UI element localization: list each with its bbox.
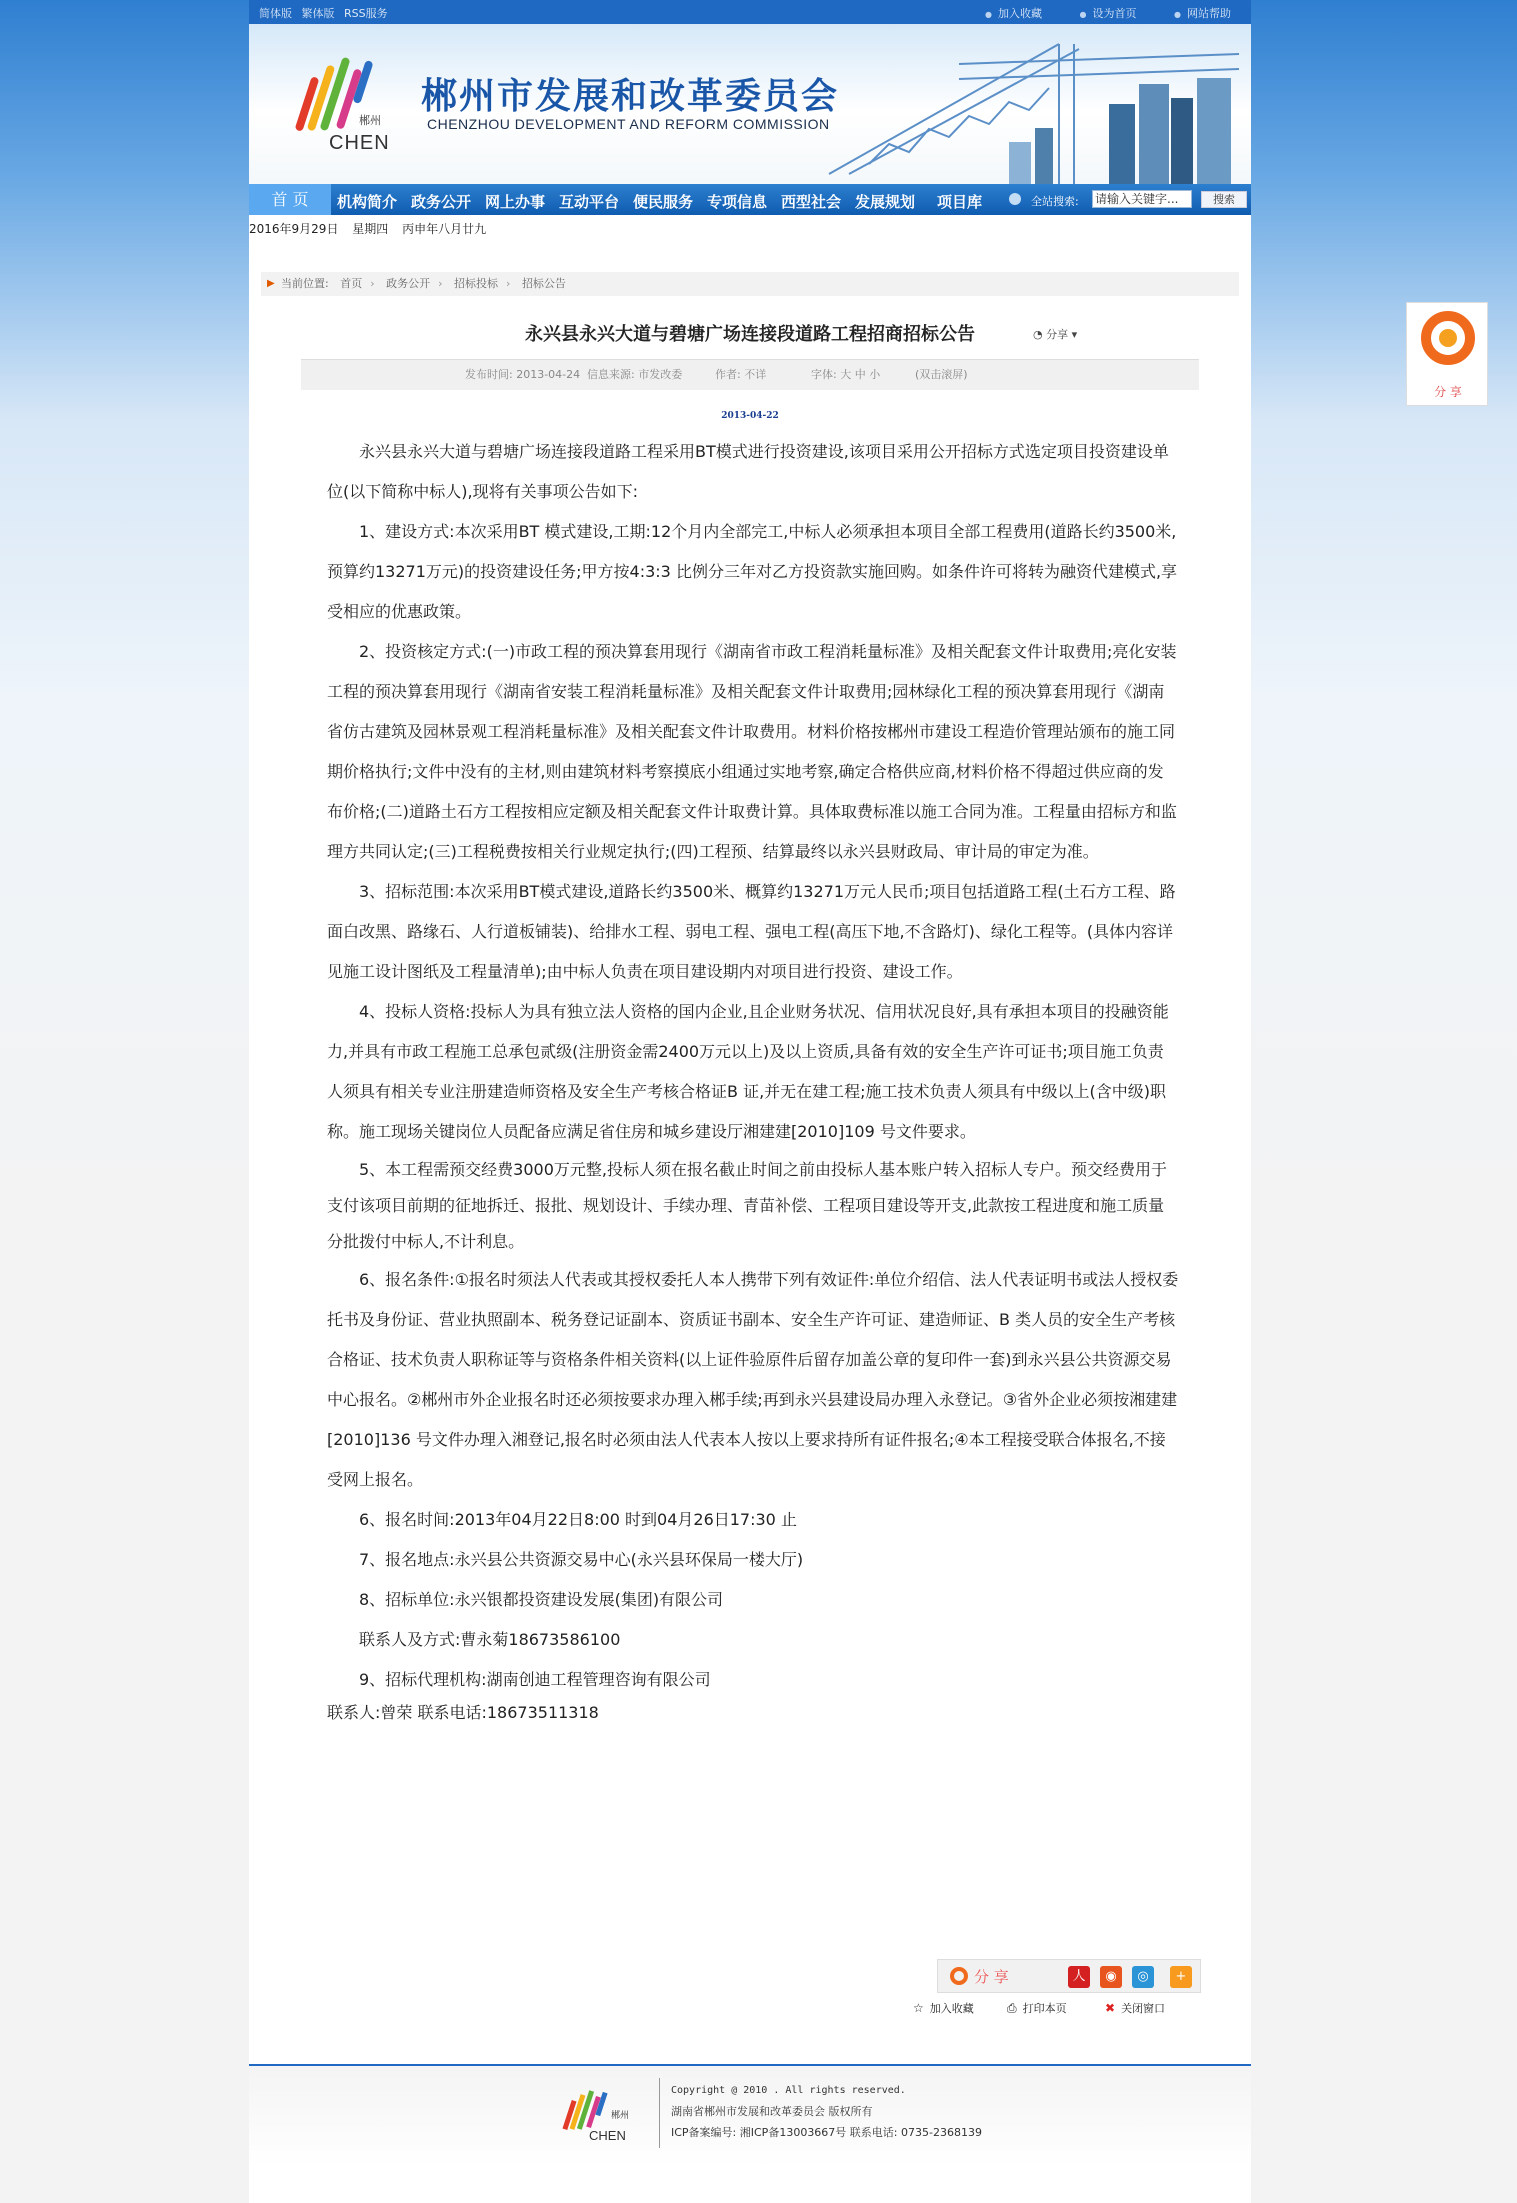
paragraph: 2、投资核定方式:(一)市政工程的预决算套用现行《湖南省市政工程消耗量标准》及相关配套文件计取费用;亮化安装工程的预决算套用现行《湖南省安装工程消耗量标准》及相关配套文件计取费用;园林绿化工程的预决算套用现行《湖南省仿古建筑及园林景观工程消耗量标准》及相关配套文件计取费用。材料价格按郴州市建设工程造价管理站颁布的施工同期价格执行;文件中没有的主材,则由建筑材料考察摸底小组通过实地考察,确定合格供应商,材料价格不得超过供应商的发布价格;(二)道路土石方工程按相应定额及相关配套文件计取费计算。具体取费标准以施工合同为准。工程量由招标方和监理方共同认定;(三)工程税费按相关行业规定执行;(四)工程预、结算最终以永兴县财政局、审计局的审定为准。 [327, 642, 1177, 861]
current-date: 2016年9月29日 [249, 222, 339, 236]
dblclick-scroll[interactable]: (双击滚屏) [915, 368, 968, 381]
search-label: 全站搜索: [1031, 195, 1079, 208]
paragraph: 7、报名地点:永兴县公共资源交易中心(永兴县环保局一楼大厅) [359, 1550, 804, 1569]
share-dropdown[interactable]: ◔ 分享 ▾ [1033, 328, 1078, 341]
paragraph: 9、招标代理机构:湖南创迪工程管理咨询有限公司 [359, 1670, 711, 1689]
meta-source: 信息来源: 市发改委 [587, 368, 683, 381]
floating-share-widget[interactable] [1406, 302, 1488, 406]
nav-item-plan[interactable]: 发展规划 [855, 193, 916, 211]
star-icon: ☆ [913, 2001, 924, 2015]
paragraph: 6、报名条件:①报名时须法人代表或其授权委托人本人携带下列有效证件:单位介绍信、法人代表证明书或法人授权委托书及身份证、营业执照副本、税务登记证副本、资质证书副本、安全生产许可证、建造师证、B 类人员的安全生产考核合格证、技术负责人职称证等与资格条件相关资料(以上证件验原件后留存加盖公章的复印件一套)到永兴县公共资源交易中心报名。②郴州市外企业报名时还必须按要求办理入郴手续;再到永兴县建设局办理入永登记。③省外企业必须按湘建建[2010]136 号文件办理入湘登记,报名时必须由法人代表本人按以上要求持所有证件报名;④本工程接受联合体报名,不接受网上报名。 [327, 1270, 1179, 1489]
share-logo-icon [1421, 311, 1475, 365]
footer [249, 2066, 1251, 2166]
add-favorite-link[interactable]: ● 加入收藏 [985, 7, 1042, 20]
paragraph: 5、本工程需预交经费3000万元整,投标人须在报名截止时间之前由投标人基本账户转入招标人专户。预交经费用于支付该项目前期的征地拆迁、报批、规划设计、手续办理、青苗补偿、工程项目建设等开支,此款按工程进度和施工质量分批拨付中标人,不计利息。 [327, 1160, 1167, 1251]
paragraph: 6、报名时间:2013年04月22日8:00 时到04月26日17:30 止 [359, 1510, 797, 1529]
nav-item-online[interactable]: 网上办事 [485, 193, 546, 211]
breadcrumb-gov[interactable]: 政务公开 [386, 277, 431, 290]
nav-item-projects[interactable]: 项目库 [937, 193, 983, 211]
breadcrumb-home[interactable]: 首页 [340, 277, 363, 290]
meta-author: 作者: 不详 [715, 368, 767, 381]
footer-text [671, 2080, 982, 2143]
renren-icon[interactable]: 人 [1068, 1966, 1090, 1988]
footer-org: 湖南省郴州市发展和改革委员会 版权所有 [671, 2105, 873, 2118]
paragraph: 永兴县永兴大道与碧塘广场连接段道路工程采用BT模式进行投资建设,该项目采用公开招标方式选定项目投资建设单位(以下简称中标人),现将有关事项公告如下: [327, 442, 1169, 501]
footer-icp: ICP备案编号: 湘ICP备13003667号 联系电话: 0735-2368139 [671, 2126, 982, 2139]
weibo-icon[interactable]: ◉ [1100, 1966, 1122, 1988]
share-small-icon: ◔ [1033, 328, 1043, 341]
share-logo-icon [950, 1967, 968, 1985]
article-body [327, 432, 1179, 1726]
close-icon: ✖ [1105, 2001, 1116, 2015]
site-title: 郴州市发展和改革委员会 [421, 76, 840, 117]
page-container [249, 0, 1251, 2203]
footer-logo: 郴州 CHEN [561, 2086, 641, 2146]
close-window-tool[interactable]: ✖ 关闭窗口 [1105, 2001, 1166, 2015]
floating-share-label: 分 享 [1434, 385, 1462, 399]
article-date: 2013-04-22 [721, 411, 779, 421]
article-meta [301, 359, 1199, 390]
paragraph: 联系人及方式:曹永菊18673586100 [359, 1630, 621, 1649]
site-logo[interactable]: 郴州 CHEN [289, 48, 399, 168]
breadcrumb: ▶ 当前位置: 首页 › 政务公开 › 招标投标 › 招标公告 [261, 272, 1239, 296]
paragraph: 8、招标单位:永兴银都投资建设发展(集团)有限公司 [359, 1590, 724, 1609]
print-icon: ⎙ [1007, 2001, 1017, 2015]
nav-home[interactable]: 首 页 [249, 184, 331, 215]
paragraph: 联系人:曾荣 联系电话:18673511318 [327, 1703, 599, 1722]
add-favorite-tool[interactable]: ☆ 加入收藏 [913, 2001, 974, 2015]
current-weekday: 星期四 [352, 222, 389, 236]
site-title-en: CHENZHOU DEVELOPMENT AND REFORM COMMISSION [427, 116, 830, 132]
lunar-date: 丙申年八月廿九 [402, 222, 487, 236]
site-banner [249, 24, 1251, 184]
nav-item-service[interactable]: 便民服务 [633, 193, 694, 211]
date-bar [249, 220, 496, 237]
nav-item-gov[interactable]: 政务公开 [411, 193, 472, 211]
qzone-icon[interactable]: ◎ [1132, 1966, 1154, 1988]
breadcrumb-label: 当前位置: [281, 277, 329, 290]
search-button[interactable]: 搜索 [1201, 191, 1247, 208]
nav-item-society[interactable]: 西型社会 [781, 193, 842, 211]
top-bar [249, 0, 1251, 24]
banner-illustration [809, 24, 1249, 184]
nav-item-interact[interactable]: 互动平台 [559, 193, 620, 211]
nav-item-special[interactable]: 专项信息 [707, 193, 768, 211]
main-nav [249, 184, 1251, 215]
site-help-link[interactable]: ● 网站帮助 [1174, 7, 1231, 20]
article-title: 永兴县永兴大道与碧塘广场连接段道路工程招商招标公告 [525, 324, 975, 345]
copyright: Copyright @ 2010 . All rights reserved. [671, 2085, 906, 2096]
meta-publish: 发布时间: 2013-04-24 [465, 368, 581, 381]
more-share-button[interactable]: + [1170, 1966, 1192, 1988]
nav-item-org[interactable]: 机构简介 [337, 193, 398, 211]
breadcrumb-bidding[interactable]: 招标投标 [454, 277, 499, 290]
set-homepage-link[interactable]: ● 设为首页 [1080, 7, 1137, 20]
font-size-switch[interactable]: 字体: 大 中 小 [811, 368, 881, 381]
breadcrumb-arrow-icon: ▶ [267, 278, 275, 289]
rss-link[interactable]: RSS服务 [344, 7, 388, 20]
share-button[interactable]: 分 享 [950, 1966, 1009, 1987]
paragraph: 3、招标范围:本次采用BT模式建设,道路长约3500米、概算约13271万元人民币;项目包括道路工程(土石方工程、路面白改黑、路缘石、人行道板铺装)、给排水工程、弱电工程、强电工程(高压下地,不含路灯)、绿化工程等。(具体内容详见施工设计图纸及工程量清单);由中标人负责在项目建设期内对项目进行投资、建设工作。 [327, 882, 1176, 981]
footer-separator [659, 2078, 660, 2148]
paragraph: 4、投标人资格:投标人为具有独立法人资格的国内企业,且企业财务状况、信用状况良好,具有承担本项目的投融资能力,并具有市政工程施工总承包贰级(注册资金需2400万元以上)及以上资质,具备有效的安全生产许可证书;项目施工负责人须具有相关专业注册建造师资格及安全生产考核合格证B 证,并无在建工程;施工技术负责人须具有中级以上(含中级)职称。施工现场关键岗位人员配备应满足省住房和城乡建设厅湘建建[2010]109 号文件要求。 [327, 1002, 1169, 1141]
chevron-down-icon: ▾ [1071, 328, 1078, 341]
lang-traditional-link[interactable]: 繁体版 [301, 7, 335, 20]
paragraph: 1、建设方式:本次采用BT 模式建设,工期:12个月内全部完工,中标人必须承担本项目全部工程费用(道路长约3500米,预算约13271万元)的投资建设任务;甲方按4:3:3 比例分三年对乙方投资款实施回购。如条件许可将转为融资代建模式,享受相应的优惠政策。 [327, 522, 1178, 621]
print-tool[interactable]: ⎙ 打印本页 [1007, 2001, 1067, 2015]
lang-simplified-link[interactable]: 简体版 [259, 7, 292, 20]
share-bar [937, 1959, 1201, 1993]
search-icon [1009, 193, 1021, 205]
search-input[interactable]: 请输入关键字... [1092, 190, 1192, 208]
breadcrumb-notice[interactable]: 招标公告 [521, 277, 566, 290]
